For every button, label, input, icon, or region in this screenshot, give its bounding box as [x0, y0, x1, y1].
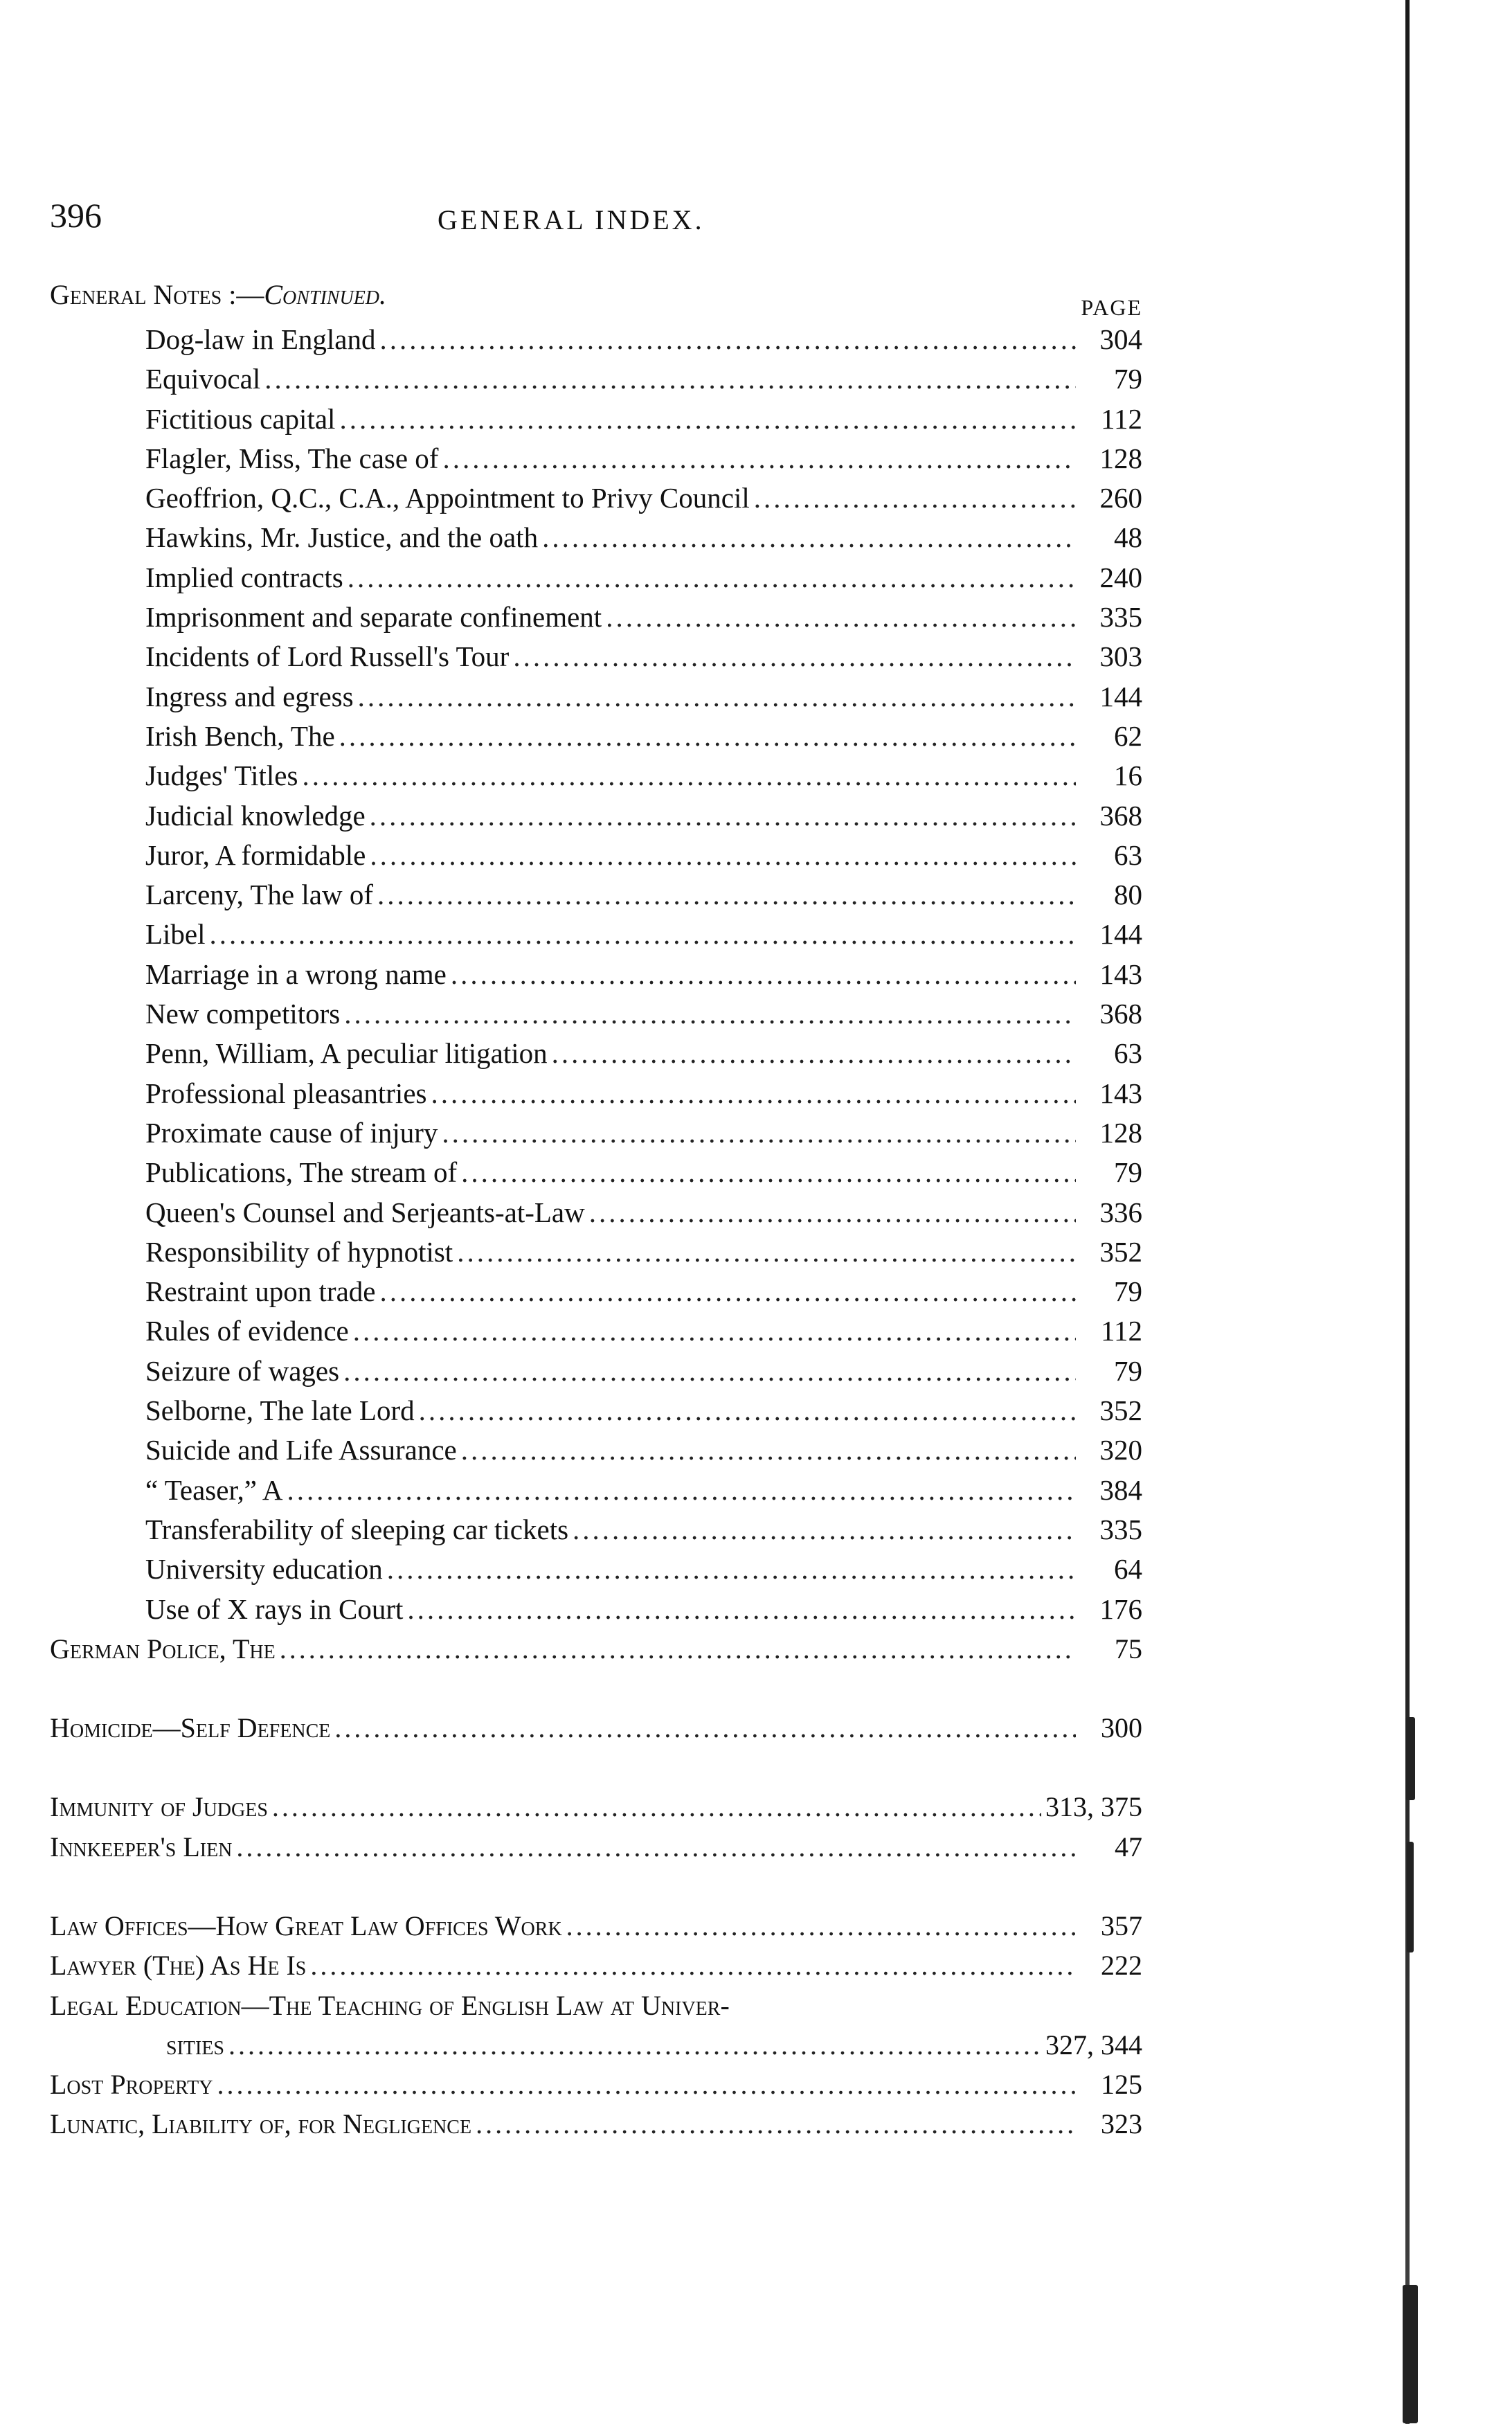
dot-leader: [431, 1074, 1076, 1113]
entry-label: Use of X rays in Court: [145, 1592, 404, 1625]
index-entry-german-police: [50, 1629, 1142, 1669]
entry-label: Innkeeper's Lien: [50, 1831, 233, 1862]
entry-label: Penn, William, A peculiar litigation: [145, 1037, 548, 1070]
entry-label: Professional pleasantries: [145, 1077, 427, 1109]
index-entry: [50, 598, 1142, 637]
dot-leader: [754, 478, 1076, 518]
index-entry-lawyer: [50, 1946, 1142, 1985]
index-entry: [50, 1232, 1142, 1272]
dot-leader: [287, 1471, 1077, 1510]
index-entry: [50, 320, 1142, 359]
entry-spacer: [50, 1748, 1142, 1787]
index-entry-lost-property: [50, 2065, 1142, 2104]
entry-label: Law Offices—How Great Law Offices Work: [50, 1910, 562, 1941]
dot-leader: [461, 1430, 1076, 1470]
entry-pages: 320: [1099, 1434, 1142, 1466]
dot-leader: [457, 1232, 1076, 1272]
edge-mark: [1403, 2285, 1418, 2423]
entry-pages: 143: [1099, 1077, 1142, 1109]
entry-label: sities: [166, 2029, 224, 2061]
dot-leader: [513, 637, 1076, 676]
entry-pages: 79: [1114, 363, 1142, 395]
dot-leader: [370, 836, 1076, 875]
dot-leader: [272, 1787, 1041, 1826]
dot-leader: [377, 875, 1076, 915]
entry-pages: 80: [1114, 879, 1142, 911]
dot-leader: [407, 1590, 1076, 1629]
entry-label: Immunity of Judges: [50, 1791, 268, 1823]
entry-pages: 368: [1099, 998, 1142, 1030]
entry-label: Legal Education—The Teaching of English Law at Univer-: [50, 1989, 730, 2021]
index-entry: [50, 796, 1142, 836]
index-entry: [50, 439, 1142, 478]
index-entry: [50, 994, 1142, 1034]
entry-pages: 16: [1114, 760, 1142, 792]
entry-pages: 128: [1099, 1116, 1142, 1149]
dot-leader: [358, 677, 1076, 717]
index-entry: [50, 1272, 1142, 1311]
dot-leader: [353, 1311, 1076, 1351]
entry-pages: 143: [1099, 958, 1142, 990]
entry-label: Libel: [145, 918, 206, 951]
entry-label: Suicide and Life Assurance: [145, 1434, 457, 1466]
index-entry-law-offices: [50, 1906, 1142, 1946]
entry-pages: 47: [1115, 1831, 1142, 1862]
index-entry: [50, 1113, 1142, 1153]
entry-pages: 79: [1114, 1354, 1142, 1387]
entry-pages: 222: [1101, 1950, 1142, 1982]
index-entry: [50, 558, 1142, 598]
entry-label: Proximate cause of injury: [145, 1116, 438, 1149]
entry-pages: 357: [1101, 1910, 1142, 1941]
dot-leader: [339, 399, 1076, 439]
dot-leader: [210, 915, 1076, 954]
edge-mark: [1407, 1842, 1414, 1952]
index-entry-legal-education: [50, 1986, 1142, 2025]
entry-label: Irish Bench, The: [145, 719, 335, 752]
entry-label: New competitors: [145, 998, 341, 1030]
index-entry: [50, 1590, 1142, 1629]
entry-pages: 63: [1114, 1037, 1142, 1070]
entry-pages: 352: [1099, 1235, 1142, 1268]
entry-label: Larceny, The law of: [145, 879, 373, 911]
entry-pages: 368: [1099, 799, 1142, 832]
dot-leader: [217, 2065, 1076, 2104]
section-label: [50, 278, 386, 311]
dot-leader: [552, 1034, 1076, 1073]
running-head: [50, 195, 1142, 244]
dot-leader: [343, 1352, 1076, 1391]
dot-leader: [264, 359, 1076, 399]
entry-label: Queen's Counsel and Serjeants-at-Law: [145, 1196, 585, 1228]
entry-label: Juror, A formidable: [145, 838, 366, 871]
dot-leader: [334, 1708, 1076, 1748]
dot-leader: [236, 1827, 1076, 1867]
entry-pages: 176: [1099, 1592, 1142, 1625]
entry-pages: 75: [1115, 1633, 1142, 1664]
entry-label: Lunatic, Liability of, for Negligence: [50, 2108, 472, 2140]
entry-pages: 313, 375: [1045, 1791, 1142, 1823]
index-entry: [50, 637, 1142, 676]
page-column-heading: PAGE: [1081, 295, 1142, 320]
entry-label: Equivocal: [145, 363, 261, 395]
entry-label: Imprisonment and separate confinement: [145, 601, 602, 634]
dot-leader: [348, 558, 1076, 598]
entry-pages: 335: [1099, 1513, 1142, 1545]
index-entry: [50, 1034, 1142, 1073]
entry-pages: 384: [1099, 1473, 1142, 1506]
index-entry-legal-education-continued: [50, 2025, 1142, 2065]
index-entry: [50, 1153, 1142, 1192]
index-entries: [50, 320, 1142, 2144]
entry-pages: 144: [1099, 680, 1142, 712]
index-entry: [50, 915, 1142, 954]
entry-label: Transferability of sleeping car tickets: [145, 1513, 569, 1545]
entry-pages: 125: [1101, 2069, 1142, 2101]
section-heading: [50, 278, 1142, 320]
edge-mark: [1405, 1717, 1415, 1800]
dot-leader: [442, 1113, 1076, 1153]
page-number: 396: [50, 196, 102, 235]
entry-pages: 62: [1114, 719, 1142, 752]
entry-pages: 128: [1099, 442, 1142, 474]
entry-label: Dog-law in England: [145, 323, 376, 355]
entry-pages: 48: [1114, 521, 1142, 554]
entry-pages: 327, 344: [1045, 2029, 1142, 2061]
dot-leader: [379, 1272, 1076, 1311]
index-entry: [50, 518, 1142, 557]
entry-pages: 352: [1099, 1394, 1142, 1427]
entry-pages: 64: [1114, 1553, 1142, 1586]
index-entry: [50, 1471, 1142, 1510]
entry-label: Lost Property: [50, 2069, 213, 2101]
entry-pages: 112: [1101, 1315, 1142, 1347]
index-entry: [50, 399, 1142, 439]
index-entry-homicide: [50, 1708, 1142, 1748]
index-entry: [50, 1193, 1142, 1232]
index-entry: [50, 478, 1142, 518]
entry-pages: 79: [1114, 1156, 1142, 1189]
index-entry: [50, 717, 1142, 756]
entry-label: Restraint upon trade: [145, 1275, 376, 1308]
entry-label: German Police, The: [50, 1633, 276, 1664]
index-entry: [50, 1430, 1142, 1470]
section-continued: Continued.: [264, 279, 387, 310]
index-entry-innkeeper: [50, 1827, 1142, 1867]
index-entry-lunatic: [50, 2104, 1142, 2144]
dot-leader: [566, 1906, 1076, 1946]
index-entry: [50, 875, 1142, 915]
entry-pages: 144: [1099, 918, 1142, 951]
index-entry: [50, 1352, 1142, 1391]
index-entry: [50, 677, 1142, 717]
index-entry: [50, 1074, 1142, 1113]
index-entry: [50, 836, 1142, 875]
entry-pages: 336: [1099, 1196, 1142, 1228]
dot-leader: [339, 717, 1076, 756]
page-edge-line: [1405, 0, 1410, 2424]
entry-label: Publications, The stream of: [145, 1156, 458, 1189]
index-entry: [50, 955, 1142, 994]
entry-label: Judges' Titles: [145, 760, 298, 792]
entry-pages: 303: [1099, 640, 1142, 673]
entry-label: Fictitious capital: [145, 402, 336, 435]
entry-label: Incidents of Lord Russell's Tour: [145, 640, 510, 673]
entry-label: Ingress and egress: [145, 680, 354, 712]
entry-pages: 79: [1114, 1275, 1142, 1308]
index-entry: [50, 359, 1142, 399]
entry-label: Judicial knowledge: [145, 799, 366, 832]
entry-label: Implied contracts: [145, 561, 343, 593]
entry-label: Seizure of wages: [145, 1354, 340, 1387]
index-entry: [50, 1550, 1142, 1589]
entry-pages: 300: [1101, 1712, 1142, 1744]
dot-leader: [419, 1391, 1076, 1430]
dot-leader: [476, 2104, 1076, 2144]
dot-leader: [370, 796, 1076, 836]
dot-leader: [310, 1946, 1076, 1985]
dot-leader: [589, 1193, 1076, 1232]
entry-pages: 63: [1114, 838, 1142, 871]
entry-pages: 112: [1101, 402, 1142, 435]
index-entry: [50, 1510, 1142, 1550]
entry-pages: 335: [1099, 601, 1142, 634]
entry-spacer: [50, 1867, 1142, 1906]
entry-pages: 240: [1099, 561, 1142, 593]
entry-label: Lawyer (The) As He Is: [50, 1950, 307, 1982]
entry-pages: 323: [1101, 2108, 1142, 2140]
entry-label: Geoffrion, Q.C., C.A., Appointment to Privy Council: [145, 482, 750, 514]
dot-leader: [542, 518, 1076, 557]
entry-label: Rules of evidence: [145, 1315, 349, 1347]
entry-spacer: [50, 1669, 1142, 1708]
entry-pages: 260: [1099, 482, 1142, 514]
index-entry: [50, 756, 1142, 796]
dot-leader: [280, 1629, 1076, 1669]
dot-leader: [461, 1153, 1076, 1192]
dot-leader: [451, 955, 1076, 994]
dot-leader: [344, 994, 1076, 1034]
section-label-text: General Notes :—: [50, 279, 264, 310]
index-entry: [50, 1391, 1142, 1430]
entry-label: Responsibility of hypnotist: [145, 1235, 453, 1268]
entry-label: Homicide—Self Defence: [50, 1712, 331, 1744]
entry-label: Flagler, Miss, The case of: [145, 442, 439, 474]
dot-leader: [228, 2025, 1041, 2065]
dot-leader: [573, 1510, 1076, 1550]
index-entry: [50, 1311, 1142, 1351]
dot-leader: [442, 439, 1076, 478]
entry-label: Marriage in a wrong name: [145, 958, 447, 990]
running-title: GENERAL INDEX.: [438, 204, 705, 235]
dot-leader: [387, 1550, 1076, 1589]
index-entry-immunity: [50, 1787, 1142, 1826]
entry-label: Hawkins, Mr. Justice, and the oath: [145, 521, 539, 554]
entry-label: “ Teaser,” A: [145, 1473, 283, 1506]
dot-leader: [379, 320, 1076, 359]
entry-pages: 304: [1099, 323, 1142, 355]
dot-leader: [302, 756, 1076, 796]
dot-leader: [606, 598, 1076, 637]
entry-label: University education: [145, 1553, 383, 1586]
entry-label: Selborne, The late Lord: [145, 1394, 415, 1427]
